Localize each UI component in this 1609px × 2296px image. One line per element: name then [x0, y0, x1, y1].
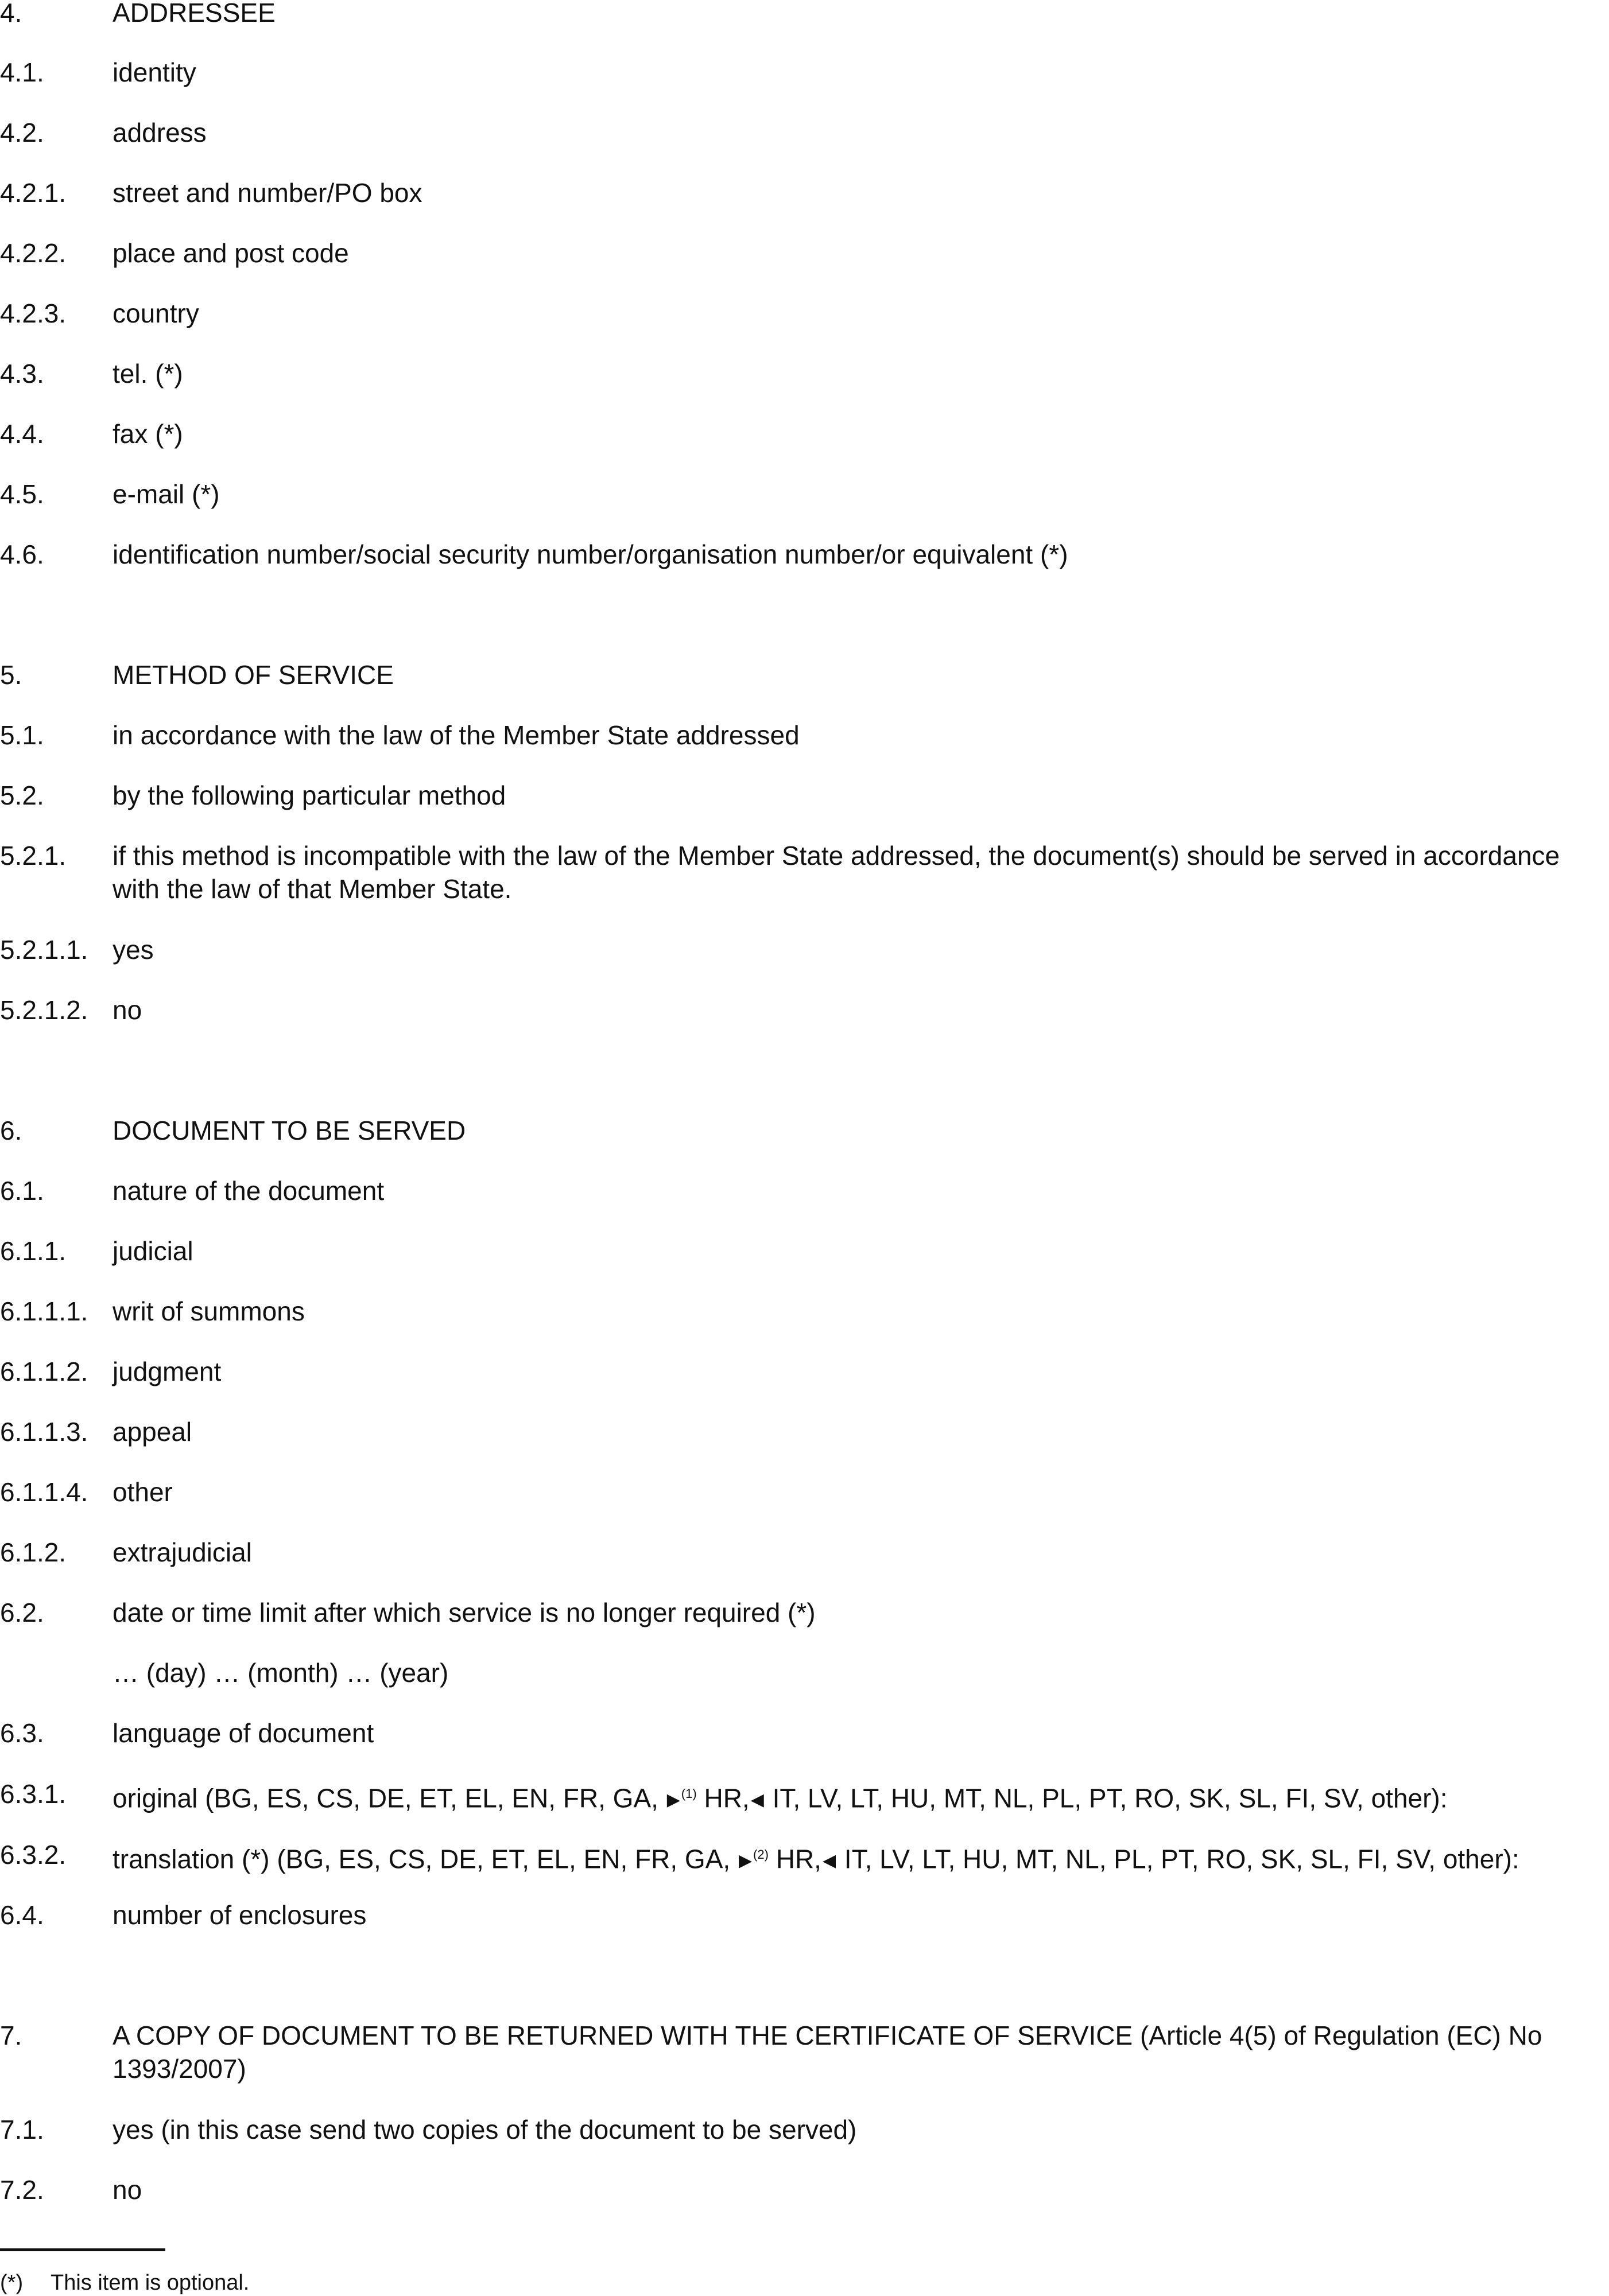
item-text: country [113, 298, 199, 328]
language-list-end: IT, LV, LT, HU, MT, NL, PL, PT, RO, SK, SL, FI, SV, other): [844, 1844, 1519, 1874]
item-number: 6.4. [0, 1900, 44, 1930]
item-text: A COPY OF DOCUMENT TO BE RETURNED WITH THE CERTIFICATE OF SERVICE (Article 4(5) of Regulation (EC) No 1393/2007) [113, 2021, 1542, 2084]
item-text: number of enclosures [113, 1900, 367, 1930]
item-number: 7.2. [0, 2175, 44, 2205]
item-text: fax (*) [113, 419, 183, 449]
footnote-text: This item is optional. [51, 2271, 250, 2295]
item-text: language of document [113, 1718, 374, 1748]
item-number: 5.2.1.2. [0, 995, 88, 1025]
item-number: 6.1.1.1. [0, 1296, 88, 1326]
item-number: 4.3. [0, 359, 44, 389]
item-text: METHOD OF SERVICE [113, 660, 394, 690]
language-list-end: IT, LV, LT, HU, MT, NL, PL, PT, RO, SK, SL, FI, SV, other): [772, 1783, 1448, 1813]
item-number: 4.5. [0, 479, 44, 509]
item-number: 4.1. [0, 57, 44, 87]
item-number: 6.3. [0, 1718, 44, 1748]
insertion-start-marker-icon: ▶ [666, 1790, 680, 1810]
item-text: identification number/social security number/organisation number/or equivalent (*) [113, 539, 1068, 569]
item-number: 7.1. [0, 2115, 44, 2145]
item-number: 4.4. [0, 419, 44, 449]
insertion-start-marker-icon: ▶ [738, 1851, 753, 1871]
item-text: street and number/PO box [113, 178, 422, 208]
item-text: writ of summons [113, 1296, 305, 1326]
item-number: 6.1.1.4. [0, 1477, 88, 1507]
item-number: 4.2. [0, 118, 44, 147]
item-number: 6.2. [0, 1598, 44, 1627]
item-number: 6. [0, 1116, 22, 1145]
item-number: 4.2.3. [0, 298, 67, 328]
item-text: address [113, 118, 207, 147]
item-text: yes (in this case send two copies of the document to be served) [113, 2115, 857, 2145]
item-text [113, 1838, 1596, 1878]
footnote-ref: (2) [753, 1847, 769, 1862]
item-text: by the following particular method [113, 780, 506, 810]
item-text: identity [113, 57, 196, 87]
language-list-start: translation (*) (BG, ES, CS, DE, ET, EL, EN, FR, GA, [113, 1844, 731, 1874]
item-number: 4. [0, 0, 22, 28]
inserted-language: HR, [776, 1844, 821, 1874]
item-text [113, 1777, 1596, 1817]
inserted-language: HR, [704, 1783, 750, 1813]
item-number: 6.1. [0, 1176, 44, 1206]
insertion-end-marker-icon: ◀ [822, 1851, 836, 1871]
insertion-end-marker-icon: ◀ [750, 1790, 764, 1810]
item-number: 6.3.1. [0, 1779, 67, 1809]
item-text: place and post code [113, 238, 349, 268]
item-number: 5.2. [0, 780, 44, 810]
item-text: extrajudicial [113, 1537, 252, 1567]
item-text: DOCUMENT TO BE SERVED [113, 1116, 466, 1145]
item-number: 5.2.1.1. [0, 935, 88, 965]
item-text: appeal [113, 1417, 192, 1447]
item-number: 5.1. [0, 720, 44, 750]
item-number: 6.1.1. [0, 1236, 67, 1266]
footnote-marker: (*) [0, 2271, 24, 2295]
item-text: no [113, 995, 142, 1025]
item-text: judgment [113, 1357, 222, 1386]
item-number: 6.1.1.2. [0, 1357, 88, 1386]
item-number: 4.2.2. [0, 238, 67, 268]
item-text: no [113, 2175, 142, 2205]
item-number: 6.1.1.3. [0, 1417, 88, 1447]
language-list-start: original (BG, ES, CS, DE, ET, EL, EN, FR, GA, [113, 1783, 658, 1813]
item-number: 5.2.1. [0, 841, 67, 871]
item-number: 4.6. [0, 539, 44, 569]
item-text: if this method is incompatible with the law of the Member State addressed, the document(s) should be served in accordance with the law of that Member State. [113, 841, 1560, 904]
item-text: date or time limit after which service is no longer required (*) [113, 1598, 816, 1627]
footnote-ref: (1) [681, 1786, 697, 1801]
item-text: yes [113, 935, 154, 965]
item-text: judicial [113, 1236, 193, 1266]
item-text: other [113, 1477, 173, 1507]
item-number: 6.1.2. [0, 1537, 67, 1567]
item-number: 5. [0, 660, 22, 690]
item-text: in accordance with the law of the Member State addressed [113, 720, 800, 750]
item-text: tel. (*) [113, 359, 183, 389]
item-text: ADDRESSEE [113, 0, 276, 28]
footnote-divider [0, 2248, 165, 2251]
item-number: 4.2.1. [0, 178, 67, 208]
item-text: nature of the document [113, 1176, 385, 1206]
item-number: 7. [0, 2021, 22, 2050]
item-number: 6.3.2. [0, 1840, 67, 1870]
item-text: e-mail (*) [113, 479, 220, 509]
item-text: … (day) … (month) … (year) [113, 1658, 449, 1688]
